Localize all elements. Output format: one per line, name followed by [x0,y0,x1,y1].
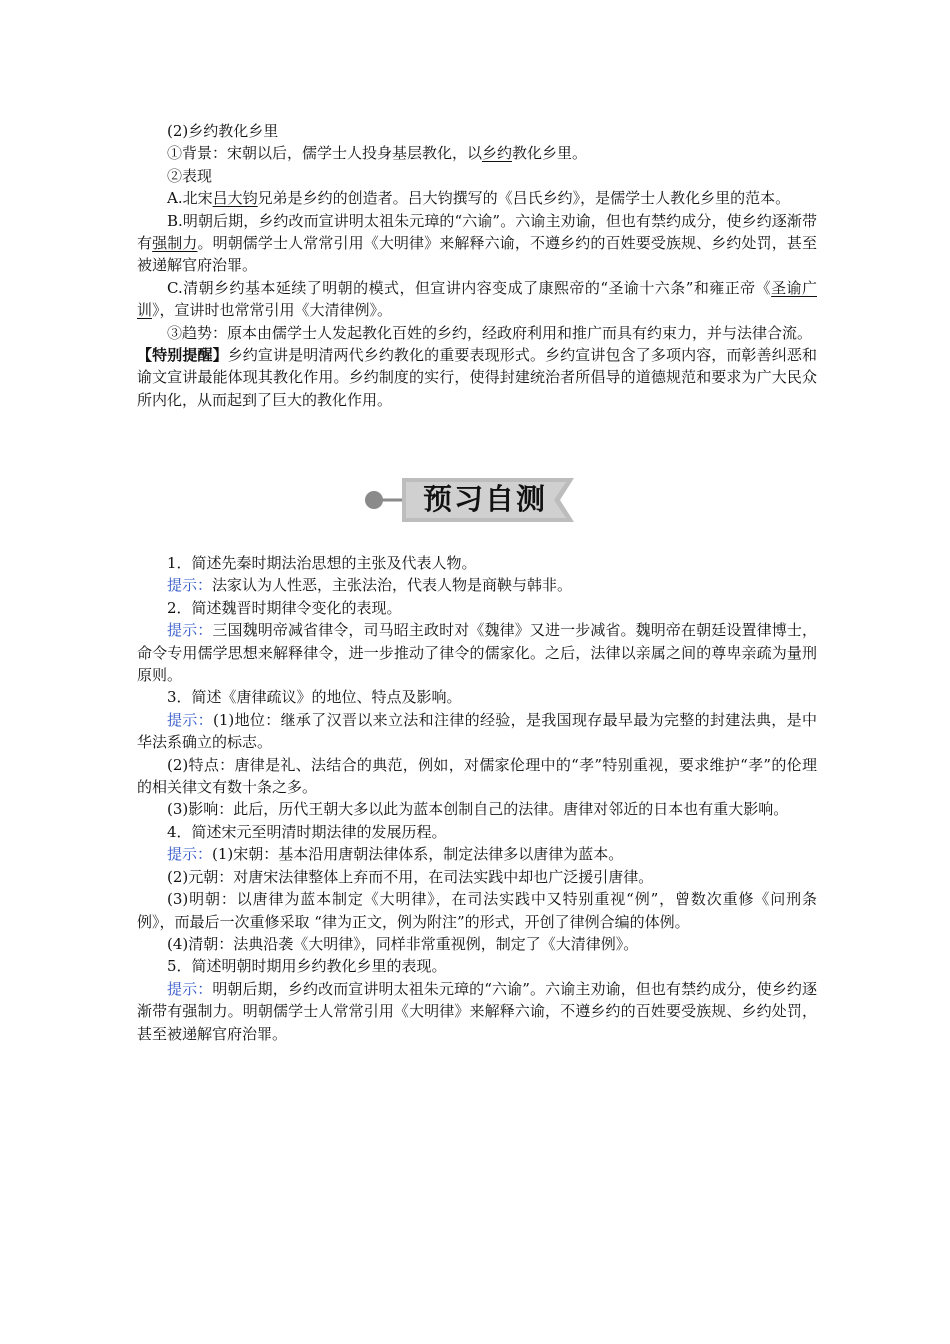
answer-continued: (2)元朝：对唐宋法律整体上弃而不用，在司法实践中却也广泛援引唐律。 [167,867,654,886]
answer [137,978,817,1045]
answer [137,843,817,865]
question: 3．简述《唐律疏议》的地位、特点及影响。 [167,688,462,707]
question: 5．简述明朝时期用乡约教化乡里的表现。 [167,957,447,976]
underlined-term: 强制力 [152,234,198,253]
section-village-covenant [137,120,817,411]
expression-heading: ②表现 [167,166,213,185]
self-test-section [137,552,817,1045]
answer [137,709,817,754]
trend-paragraph: ③趋势：原本由儒学士人发起教化百姓的乡约，经政府利用和推广而具有约束力，并与法律合流。 [167,323,813,342]
hint-label: 提示： [167,845,213,864]
section-heading: (2)乡约教化乡里 [167,122,279,140]
item-c-paragraph [137,277,817,322]
answer-text: 明朝后期，乡约改而宣讲明太祖朱元璋的“六谕”。六谕主劝谕，但也有禁约成分，使乡约逐渐带有强制力。明朝儒学士人常常引用《大明律》来解释六谕，不遵乡约的百姓要受族规、乡约处罚，甚至被递解官府治罪。 [137,979,817,1043]
text-run: 。明朝儒学士人常常引用《大明律》来解释六谕，不遵乡约的百姓要受族规、乡约处罚，甚至被递解官府治罪。 [137,234,817,275]
question: 4．简述宋元至明清时期法律的发展历程。 [167,822,447,841]
answer-text: (1)宋朝：基本沿用唐朝法律体系，制定法律多以唐律为蓝本。 [212,845,624,864]
reminder-label: 【特别提醒】 [137,346,228,365]
underlined-term: 吕大钧 [212,189,258,208]
hint-label: 提示： [167,979,213,998]
question: 1．简述先秦时期法治思想的主张及代表人物。 [167,554,477,572]
hint-label: 提示： [167,710,214,729]
special-reminder-paragraph [137,344,817,411]
answer-continued: (2)特点：唐律是礼、法结合的典范，例如，对儒家伦理中的“孝”特别重视，要求维护“孝”的伦理的相关律文有数十条之多。 [137,755,817,797]
answer-text: 三国魏明帝减省律令，司马昭主政时对《魏律》又进一步减省。魏明帝在朝廷设置律博士，命令专用儒学思想来解释律令，进一步推动了律令的儒家化。之后，法律以亲属之间的尊卑亲疏为量刑原则。 [137,621,817,685]
hint-label: 提示： [167,576,213,595]
text-run: A.北宋 [167,189,213,208]
question: 2．简述魏晋时期律令变化的表现。 [167,598,402,617]
underlined-term: 圣谕广训 [137,278,817,320]
answer-continued: (3)明朝：以唐律为蓝本制定《大明律》，在司法实践中又特别重视“例”，曾数次重修《问刑条例》，而最后一次重修采取 “律为正文，例为附注”的形式，开创了律例合编的体例。 [137,890,817,931]
text-run: B.明朝后期，乡约改而宣讲明太祖朱元璋的“六谕”。六谕主劝谕，但也有禁约成分，使乡约逐渐带有 [137,211,817,253]
background-paragraph [137,142,817,164]
text-run: 兄弟是乡约的创造者。吕大钧撰写的《吕氏乡约》，是儒学士人教化乡里的范本。 [257,189,791,208]
banner-title: 预习自测 [422,482,547,516]
hint-label: 提示： [167,621,213,640]
text-run: 》，宣讲时也常常引用《大清律例》。 [152,301,393,320]
banner-dot [365,491,383,509]
item-b-paragraph [137,210,817,277]
text-run: C.清朝乡约基本延续了明朝的模式，但宣讲内容变成了康熙帝的“圣谕十六条”和雍正帝《 [167,278,772,297]
text-run: ①背景：宋朝以后，儒学士人投身基层教化，以 [167,144,483,163]
item-a-paragraph [137,187,817,209]
answer-text: (1)地位：继承了汉晋以来立法和注律的经验，是我国现存最早最为完整的封建法典，是中华法系确立的标志。 [137,710,817,752]
answer [137,574,817,596]
text-run: 教化乡里。 [512,144,588,163]
answer-text: 法家认为人性恶，主张法治，代表人物是商鞅与韩非。 [212,576,573,595]
reminder-text: 乡约宣讲是明清两代乡约教化的重要表现形式。乡约宣讲包含了多项内容，而彰善纠恶和谕文宣讲最能体现其教化作用。乡约制度的实行，使得封建统治者所倡导的道德规范和要求为广大民众所内化，从而起到了巨大的教化作用。 [137,346,817,409]
answer-continued: (4)清朝：法典沿袭《大明律》，同样非常重视例，制定了《大清律例》。 [167,934,639,953]
answer [137,619,817,686]
answer-continued: (3)影响：此后，历代王朝大多以此为蓝本创制自己的法律。唐律对邻近的日本也有重大影响。 [167,800,789,819]
underlined-term: 乡约 [482,144,513,163]
